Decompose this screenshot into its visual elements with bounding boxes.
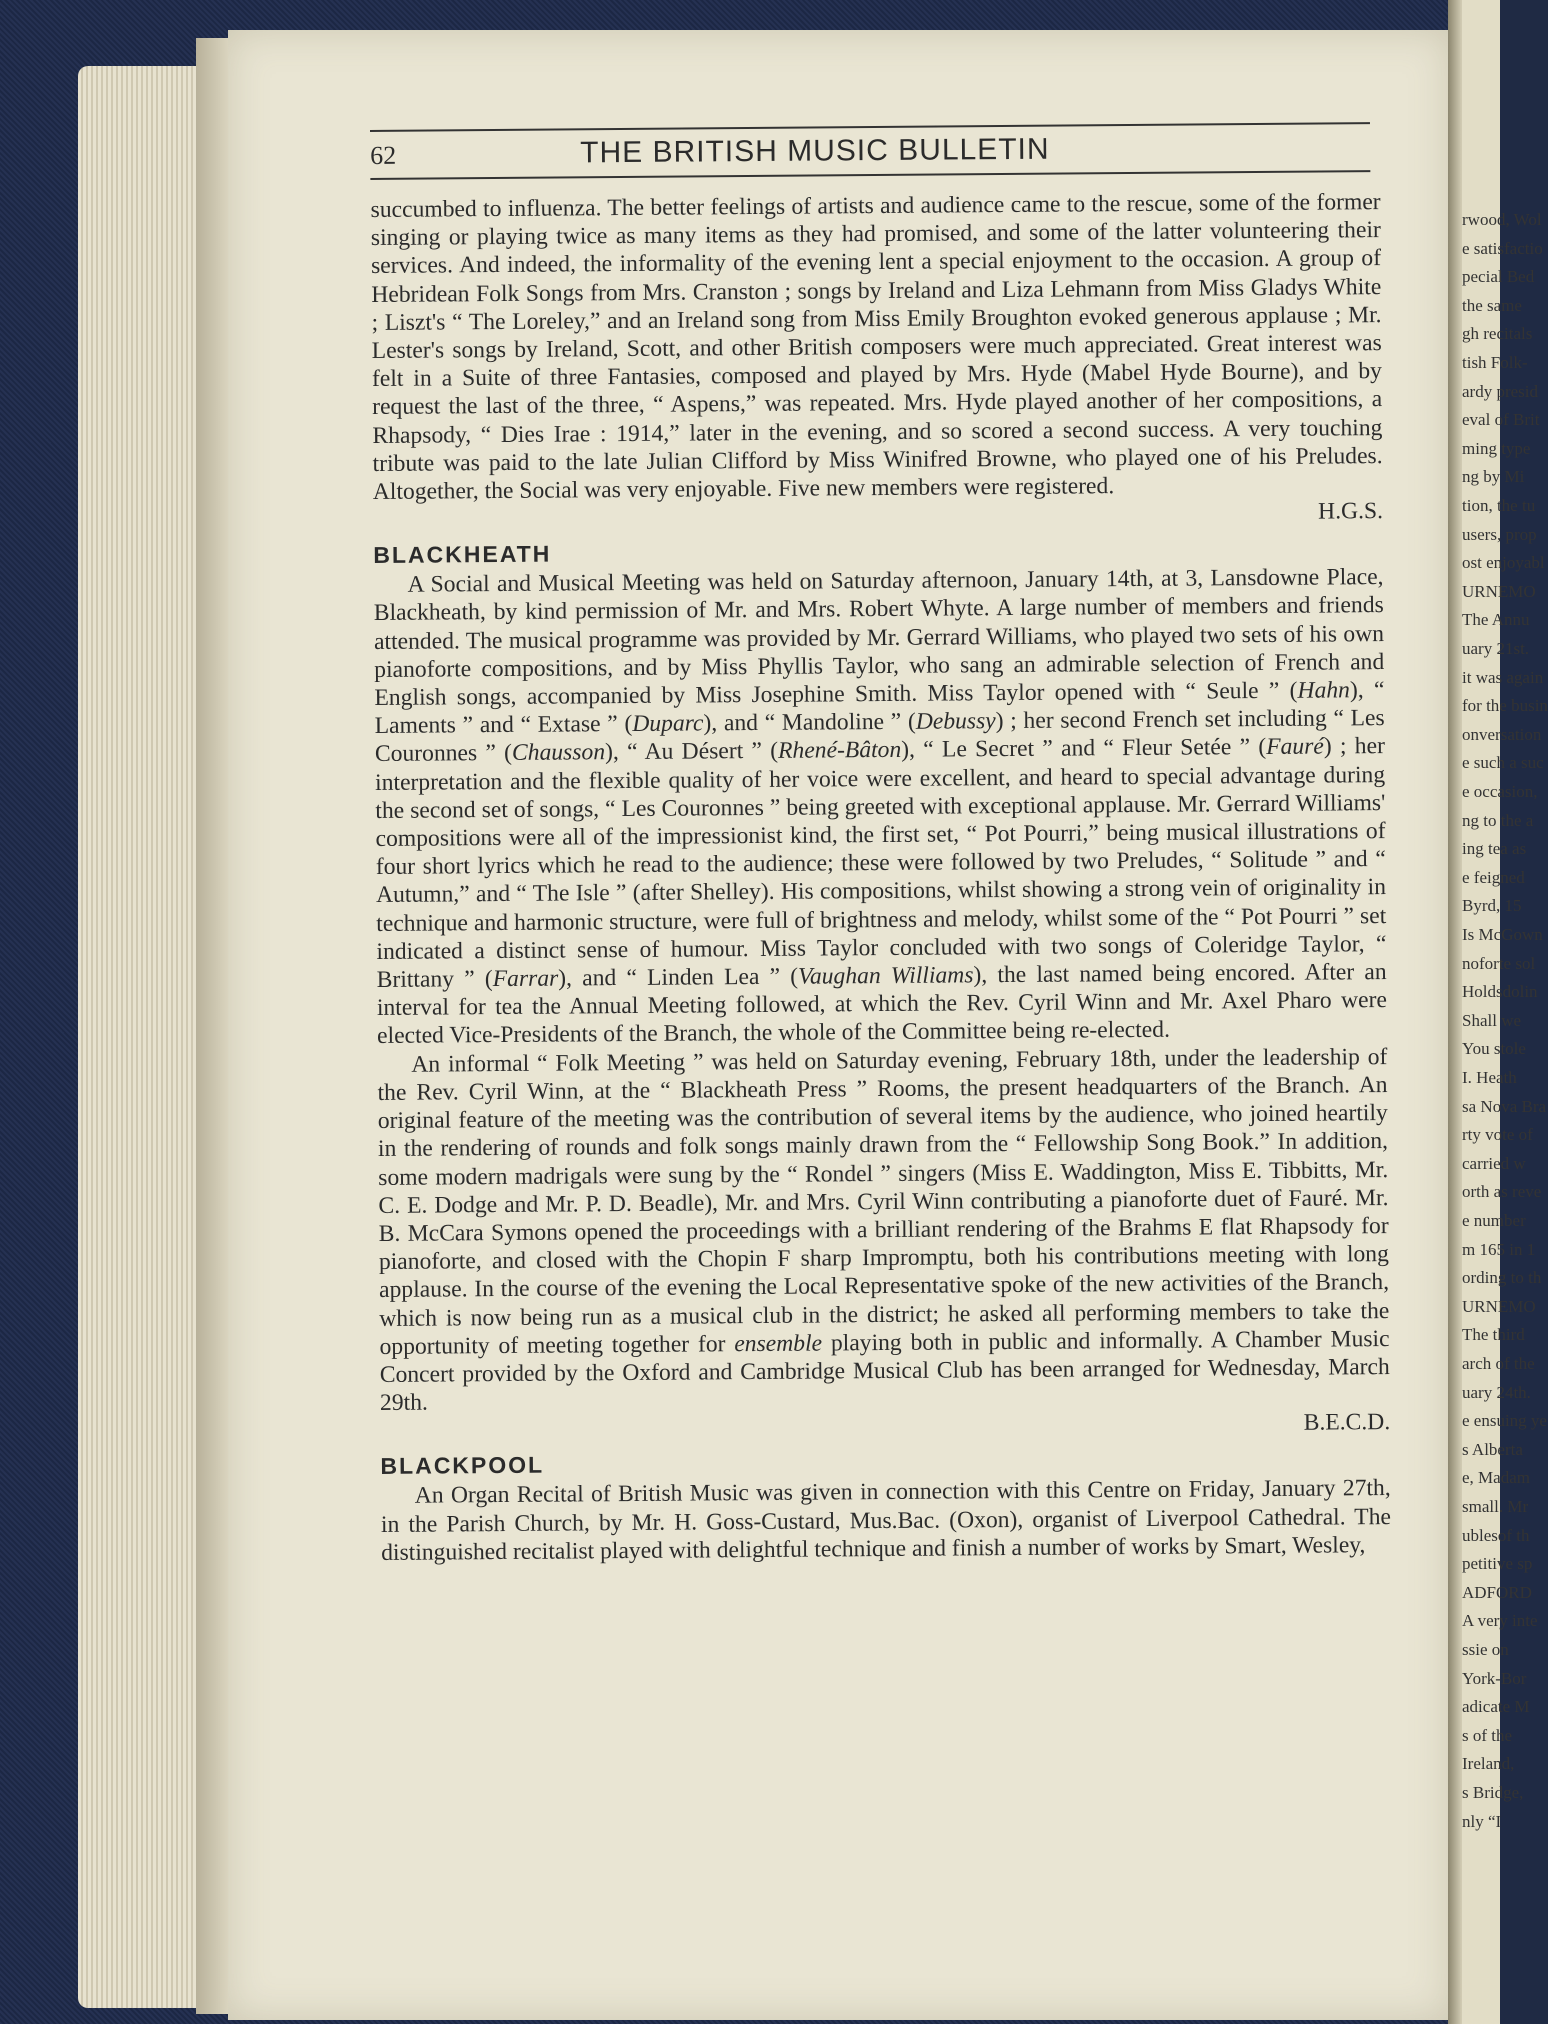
facing-page-edge xyxy=(1448,0,1462,2024)
header-rule-bottom xyxy=(370,170,1370,180)
facing-page-line: A very inte xyxy=(1462,1611,1538,1631)
facing-page-line: tish Folk- xyxy=(1462,353,1528,372)
facing-page-line: eval of Brit xyxy=(1462,410,1540,430)
facing-page-line: orth as reve xyxy=(1462,1182,1542,1202)
section-heading-blackpool: BLACKPOOL xyxy=(380,1452,545,1480)
text-run: An informal “ Folk Meeting ” was held on Saturday evening, February 18th, under the leadership of the Rev. Cyril Winn, at the “ Blackheath Press ” Rooms, the present headquarters of the Branch. An original feature of the meeting was the contribution of several items by the audience, who joined heartily in the rendering of rounds and folk songs mainly drawn from the “ Fellowship Song Book.” In addition, some modern madrigals were sung by the “ Rondel ” singers (Miss E. Waddington, Miss E. Tibbitts, Mr. C. E. Dodge and Mr. P. D. Beadle), Mr. and Mrs. Cyril Winn contributing a pianoforte duet of Fauré. Mr. B. McCara Symons opened the proceedings with a brilliant rendering of the Brahms E flat Rhapsody for pianoforte, and closed with the Chopin F sharp Impromptu, both his contributions meeting with long applause. In the course of the evening the Local Representative spoke of the new activities of the Branch, which is now being run as a musical club in the district; he asked all performing members to take the opportunity of meeting together for xyxy=(377,1043,1390,1360)
facing-page-line: Byrd, 15 xyxy=(1462,896,1522,916)
facing-page-line: ng by Mi xyxy=(1462,467,1525,487)
facing-page-line: the same xyxy=(1462,295,1522,315)
facing-page-line: noforte sol xyxy=(1462,953,1536,973)
page-content xyxy=(370,122,1391,1567)
facing-page-line: s Alberta xyxy=(1462,1439,1523,1459)
composer-name: Chausson xyxy=(511,739,606,767)
composer-name: Hahn xyxy=(1297,677,1351,704)
facing-page-line: it was again xyxy=(1462,667,1544,687)
facing-page-line: The Annu xyxy=(1462,610,1530,630)
facing-page-line: Holdsdolin xyxy=(1462,982,1538,1002)
italic-term: ensemble xyxy=(734,1330,823,1357)
facing-page-line: s Bridge, xyxy=(1462,1783,1524,1802)
facing-page-line: ssie on xyxy=(1462,1640,1509,1659)
facing-page-line: rwood, Wol xyxy=(1462,210,1542,229)
section-heading-blackheath: BLACKHEATH xyxy=(373,540,552,569)
composer-name: Rhené-Bâton xyxy=(777,737,902,765)
facing-page-line: URNEMO xyxy=(1462,1296,1536,1316)
text-run: ), “ Le Secret ” and “ Fleur Setée ” ( xyxy=(901,734,1267,764)
facing-page-line: ublesof th xyxy=(1462,1525,1530,1545)
running-head xyxy=(370,130,1370,172)
composer-name: Fauré xyxy=(1266,733,1324,761)
facing-page-line: e occasion, xyxy=(1462,782,1538,801)
facing-page-line: petitive sp xyxy=(1462,1554,1533,1574)
facing-page-line: ing tea as xyxy=(1462,839,1527,859)
facing-page-line: URNEMO xyxy=(1462,581,1536,601)
page-number: 62 xyxy=(370,140,397,170)
facing-page-line: pecial Bed xyxy=(1462,267,1535,287)
facing-page-line: I. Heath xyxy=(1462,1068,1517,1087)
composer-name: Debussy xyxy=(915,708,996,735)
facing-page-line: The third xyxy=(1462,1325,1525,1345)
facing-page-line: You stole xyxy=(1462,1039,1526,1059)
facing-page-line: uary 24th. xyxy=(1462,1382,1531,1402)
page-edges xyxy=(78,66,210,2008)
text-run: ), and “ Linden Lea ” ( xyxy=(558,963,799,992)
facing-page-line: users, prop xyxy=(1462,524,1537,544)
facing-page-line: ADFORD xyxy=(1462,1582,1532,1602)
facing-page-line: uary 21st. xyxy=(1462,639,1530,658)
facing-page-line: Ireland, xyxy=(1462,1754,1515,1774)
text-run: playing both in public and informally. A Chamber Music Concert provided by the Oxford and Cambridge Musical Club has been arranged for Wednesday, March 29th. xyxy=(379,1325,1390,1417)
facing-page-line: small. Mr xyxy=(1462,1497,1529,1516)
facing-page-line: Shall we xyxy=(1462,1010,1522,1030)
composer-name: Duparc xyxy=(632,710,704,738)
facing-page-line: ost enjoyabl xyxy=(1462,553,1545,573)
facing-page-line: e such a suc xyxy=(1462,753,1544,773)
blackheath-paragraph-1 xyxy=(373,563,1387,1050)
facing-page-line: ming type xyxy=(1462,438,1531,458)
facing-page-line: e feigned xyxy=(1462,867,1525,887)
composer-name: Farrar xyxy=(492,965,559,993)
facing-page-line: ng to the a xyxy=(1462,810,1534,830)
facing-page-line: ording to th xyxy=(1462,1268,1542,1288)
facing-page-line: sa Nova Bra xyxy=(1462,1096,1547,1116)
facing-page-line: nly “I xyxy=(1462,1811,1502,1831)
facing-page-line: tion, the tu xyxy=(1462,496,1536,515)
facing-page-fragment xyxy=(1448,0,1548,2024)
facing-page-line: e number xyxy=(1462,1211,1526,1230)
journal-title: THE BRITISH MUSIC BULLETIN xyxy=(580,132,1050,170)
facing-page-line: York-Bor xyxy=(1462,1668,1527,1688)
facing-page-line: s of the xyxy=(1462,1725,1513,1745)
text-run: ) ; her interpretation and the flexible quality of her voice were excellent, and heard to special advantage during the second set of songs, “ Les Couronnes ” being greeted with exceptional applause. Mr. Gerrard Williams' compositions were all of the impressionist kind, the first set, “ Pot Pourri,” being musical illustrations of four short lyrics which he read to the audience; these were followed by two Preludes, “ Solitude ” and “ Autumn,” and “ The Isle ” (after Shelley). His compositions, whilst showing a strong vein of originality in technique and harmonic structure, were full of brightness and melody, whilst some of the “ Pot Pourri ” set indicated a distinct sense of humour. Miss Taylor concluded with two songs of Coleridge Taylor, “ Brittany ” ( xyxy=(375,733,1387,994)
blackheath-paragraph-2 xyxy=(377,1043,1390,1418)
intro-paragraph: succumbed to influenza. The better feelings of artists and audience came to the rescue, some of the former singing or playing twice as many items as they had promised, and some of the latter volunteering their services. And indeed, the informality of the evening lent a special enjoyment to the occasion. A group of Hebridean Folk Songs from Mrs. Cranston ; songs by Ireland and Liza Lehmann from Miss Gladys White ; Liszt's “ The Loreley,” and an Ireland song from Miss Emily Broughton evoked generous applause ; Mr. Lester's songs by Ireland, Scott, and other British composers were much appreciated. Great interest was felt in a Suite of three Fantasies, composed and played by Mrs. Hyde (Mabel Hyde Bourne), and by request the last of the three, “ Aspens,” was repeated. Mrs. Hyde played another of her compositions, a Rhapsody, “ Dies Irae : 1914,” later in the evening, and so scored a second success. A very touching tribute was paid to the late Julian Clifford by Miss Winifred Browne, who played one of his Preludes. Altogether, the Social was very enjoyable. Five new members were registered. xyxy=(370,189,1383,506)
facing-page-line: e ensuing ye xyxy=(1462,1411,1547,1431)
facing-page-line: arch of the xyxy=(1462,1354,1535,1373)
composer-name: Vaughan Williams xyxy=(798,962,974,990)
facing-page-line: gh recitals xyxy=(1462,324,1533,344)
text-run: ) ; her second French set including “ Les Couronnes ” ( xyxy=(374,705,1385,768)
intro-signature: H.G.S. xyxy=(1318,498,1384,525)
facing-page-line: onversation xyxy=(1462,724,1542,744)
facing-page-line: rty vote of xyxy=(1462,1125,1533,1145)
blackheath-signature: B.E.C.D. xyxy=(1303,1409,1391,1437)
facing-page-line: for the busin xyxy=(1462,696,1548,716)
text-run: ), the last named being encored. After an interval for tea the Annual Meeting followed, at which the Rev. Cyril Winn and Mr. Axel Pharo were elected Vice-Presidents of the Branch, the whole of the Committee being re-elected. xyxy=(376,959,1387,1050)
facing-page-line: e, Madam xyxy=(1462,1468,1530,1488)
facing-page-line: e satisfactio xyxy=(1462,238,1543,258)
text-run: ), “ Laments ” and “ Extase ” ( xyxy=(374,677,1385,740)
facing-page-line: ardy presid xyxy=(1462,381,1539,401)
facing-page-line: Is McGown xyxy=(1462,925,1543,944)
facing-page-line: carried w xyxy=(1462,1153,1526,1173)
text-run: ), and “ Mandoline ” ( xyxy=(703,708,916,737)
text-run: A Social and Musical Meeting was held on Saturday afternoon, January 14th, at 3, Lansdowne Place, Blackheath, by kind permission of Mr. and Mrs. Robert Whyte. A large number of members and friends attended. The musical programme was provided by Mr. Gerrard Williams, who played two sets of his own pianoforte compositions, and by Miss Phyllis Taylor, who sang an admirable selection of French and English songs, accompanied by Miss Josephine Smith. Miss Taylor opened with “ Seule ” ( xyxy=(373,564,1385,712)
facing-page-line: adicate M xyxy=(1462,1697,1530,1717)
text-run: ), “ Au Désert ” ( xyxy=(604,738,779,766)
facing-page-line: m 165 in 1 xyxy=(1462,1239,1536,1259)
blackpool-paragraph: An Organ Recital of British Music was given in connection with this Centre on Friday, January 27th, in the Parish Church, by Mr. H. Goss-Custard, Mus.Bac. (Oxon), organist of Liverpool Cathedral. The distinguished recitalist played with delightful technique and finish a number of works by Smart, Wesley, xyxy=(380,1475,1392,1566)
